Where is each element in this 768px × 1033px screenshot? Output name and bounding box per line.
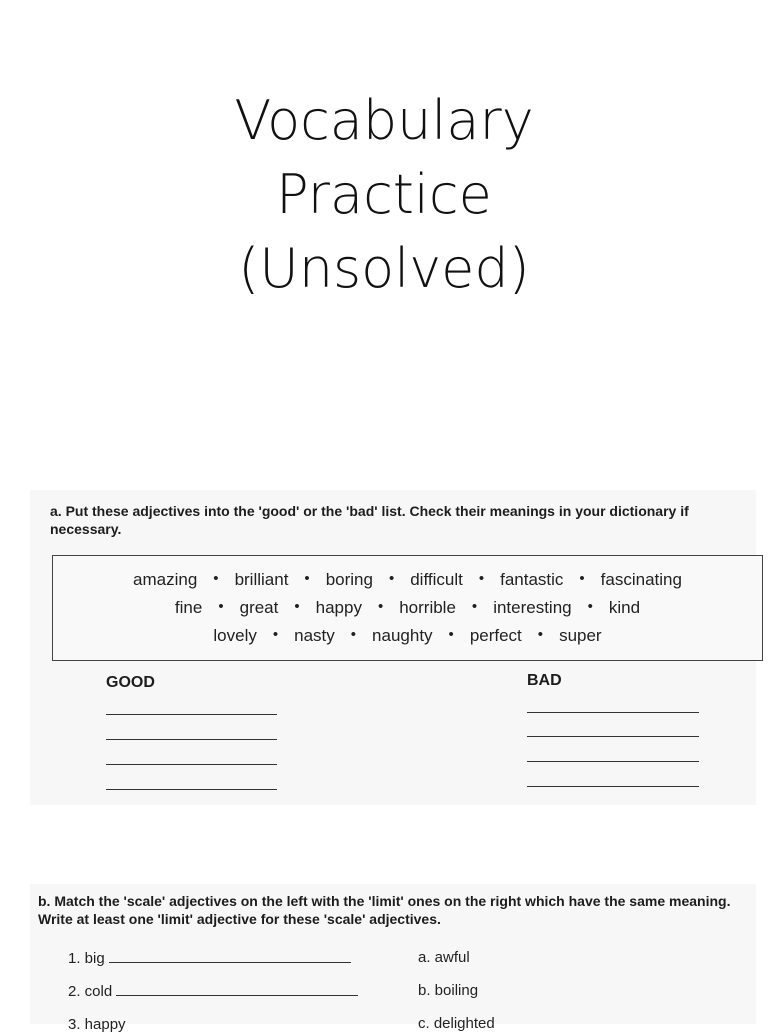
good-answer-line — [106, 789, 277, 790]
word: kind — [608, 598, 641, 617]
exercise-b-image — [30, 884, 756, 1033]
word-row — [53, 626, 762, 646]
bad-answer-line — [527, 786, 699, 787]
bullet: • — [377, 598, 384, 615]
bullet: • — [294, 598, 300, 615]
slide-title — [0, 84, 768, 306]
scale-item-label: 2. cold — [68, 983, 113, 1000]
word-row — [53, 598, 762, 618]
word: brilliant — [234, 570, 289, 589]
bad-answer-line — [527, 736, 699, 737]
bullet: • — [448, 626, 454, 643]
word-box — [52, 555, 763, 661]
bullet: • — [388, 570, 395, 587]
word: nasty — [294, 626, 335, 645]
word: horrible — [399, 598, 456, 617]
word: naughty — [372, 626, 433, 645]
bullet: • — [471, 598, 478, 615]
bullet: • — [272, 626, 279, 643]
word: difficult — [410, 570, 463, 589]
word: happy — [315, 598, 362, 617]
bad-answer-line — [527, 761, 699, 762]
limit-item: c. delighted — [418, 1015, 495, 1032]
bad-answer-line — [527, 712, 699, 713]
word: amazing — [133, 570, 198, 589]
bullet: • — [304, 570, 310, 587]
scale-item-label: 1. big — [68, 950, 105, 967]
scale-item — [68, 983, 358, 1000]
limit-item: a. awful — [418, 949, 470, 966]
bullet: • — [218, 598, 224, 615]
word: fine — [174, 598, 203, 617]
word: lovely — [213, 626, 257, 645]
word: fascinating — [600, 570, 682, 589]
word: great — [239, 598, 279, 617]
word: fantastic — [500, 570, 564, 589]
title-line-2: Practice — [276, 163, 492, 226]
bullet: • — [579, 570, 585, 587]
scale-item — [68, 950, 351, 967]
bad-heading: BAD — [527, 672, 562, 689]
bullet: • — [478, 570, 485, 587]
title-line-3: (Unsolved) — [238, 237, 530, 300]
answer-line — [109, 962, 351, 963]
exercise-a-instruction: a. Put these adjectives into the 'good' or the 'bad' list. Check their meanings in your dictionary if necessary. — [50, 503, 689, 537]
bullet: • — [587, 598, 593, 615]
answer-line — [116, 995, 358, 996]
bullet: • — [350, 626, 357, 643]
word: perfect — [469, 626, 522, 645]
word: super — [559, 626, 602, 645]
good-answer-line — [106, 739, 277, 740]
exercise-b-instruction: b. Match the 'scale' adjectives on the left with the 'limit' ones on the right which have the same meaning. Write at least one 'limit' adjective for these 'scale' adjectives. — [38, 893, 731, 927]
exercise-a-image — [30, 490, 756, 805]
good-heading: GOOD — [106, 674, 155, 691]
good-answer-line — [106, 714, 277, 715]
limit-item: b. boiling — [418, 982, 479, 999]
title-line-1: Vocabulary — [234, 89, 534, 152]
scale-item-label: 3. happy — [68, 1016, 126, 1033]
scale-item — [68, 1016, 126, 1033]
word: boring — [325, 570, 373, 589]
bullet: • — [213, 570, 219, 587]
bullet: • — [537, 626, 544, 643]
word: interesting — [493, 598, 572, 617]
good-answer-line — [106, 764, 277, 765]
word-row — [53, 570, 762, 590]
